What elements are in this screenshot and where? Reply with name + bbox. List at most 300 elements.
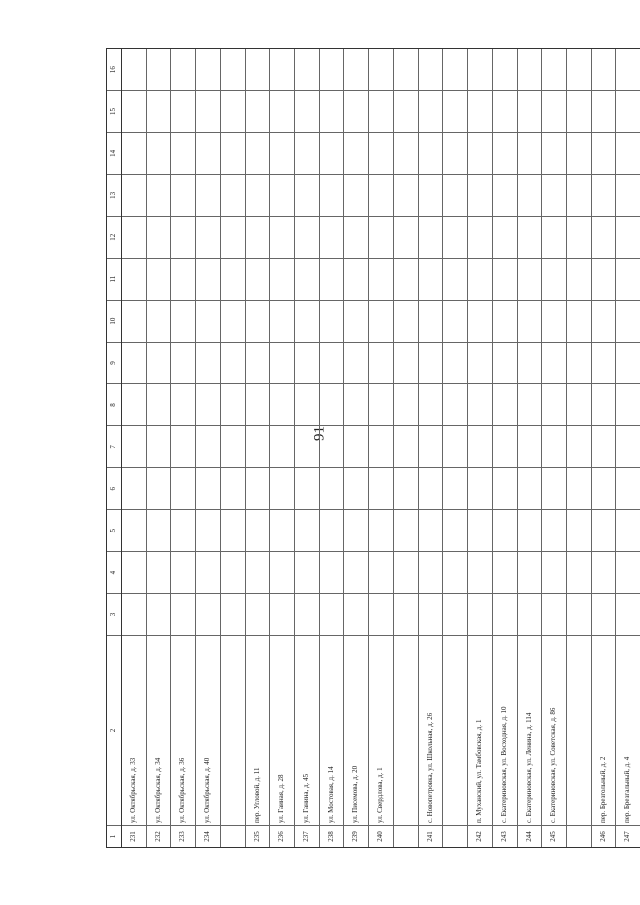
- table-row: [320, 49, 345, 847]
- row-number: 237: [295, 825, 319, 847]
- column-number: 12: [107, 216, 121, 258]
- value-cell: [196, 383, 220, 425]
- value-cell: [567, 509, 591, 551]
- value-cell: [542, 467, 566, 509]
- value-cell: [468, 593, 492, 635]
- column-number: 9: [107, 342, 121, 384]
- table-row: [419, 49, 444, 847]
- value-cell: [196, 90, 220, 132]
- row-number: [443, 825, 467, 847]
- value-cell: [518, 258, 542, 300]
- column-number: 6: [107, 467, 121, 509]
- row-number: 244: [518, 825, 542, 847]
- value-cell: [369, 258, 393, 300]
- value-cell: [567, 467, 591, 509]
- value-cell: [221, 258, 245, 300]
- value-cell: [122, 342, 146, 384]
- value-cell: [122, 174, 146, 216]
- value-cell: [270, 593, 294, 635]
- value-cell: [196, 258, 220, 300]
- value-cell: [196, 132, 220, 174]
- address-cell: [221, 635, 245, 825]
- column-number: 2: [107, 635, 121, 825]
- value-cell: [394, 467, 418, 509]
- value-cell: [468, 425, 492, 467]
- value-cell: [270, 467, 294, 509]
- table-row: [369, 49, 394, 847]
- value-cell: [419, 342, 443, 384]
- address-cell: ул. Писемова, д. 20: [344, 635, 368, 825]
- value-cell: [122, 593, 146, 635]
- value-cell: [567, 174, 591, 216]
- value-cell: [419, 90, 443, 132]
- table-row: [468, 49, 493, 847]
- value-cell: [147, 216, 171, 258]
- row-number: 243: [493, 825, 517, 847]
- value-cell: [567, 132, 591, 174]
- address-cell: ул. Ганина, д. 45: [295, 635, 319, 825]
- row-number: 240: [369, 825, 393, 847]
- address-cell: пер. Брезгольный, д. 2: [592, 635, 616, 825]
- value-cell: [443, 90, 467, 132]
- value-cell: [567, 90, 591, 132]
- value-cell: [147, 509, 171, 551]
- address-cell: пер. Брезгальный, д. 4: [616, 635, 640, 825]
- value-cell: [122, 467, 146, 509]
- row-number: 233: [171, 825, 195, 847]
- value-cell: [592, 300, 616, 342]
- value-cell: [320, 593, 344, 635]
- value-cell: [221, 467, 245, 509]
- value-cell: [320, 551, 344, 593]
- table-row: [518, 49, 543, 847]
- row-number: 232: [147, 825, 171, 847]
- value-cell: [221, 509, 245, 551]
- value-cell: [320, 258, 344, 300]
- row-number: 246: [592, 825, 616, 847]
- value-cell: [171, 132, 195, 174]
- value-cell: [419, 300, 443, 342]
- row-number: 241: [419, 825, 443, 847]
- value-cell: [122, 132, 146, 174]
- table-row: [493, 49, 518, 847]
- value-cell: [616, 90, 640, 132]
- page-number: 91: [311, 426, 328, 441]
- value-cell: [369, 90, 393, 132]
- table-row: [344, 49, 369, 847]
- row-number: 238: [320, 825, 344, 847]
- value-cell: [369, 174, 393, 216]
- value-cell: [443, 342, 467, 384]
- value-cell: [171, 383, 195, 425]
- address-cell: [567, 635, 591, 825]
- value-cell: [171, 49, 195, 90]
- value-cell: [567, 551, 591, 593]
- table-row: [567, 49, 592, 847]
- table-header: [107, 49, 122, 847]
- value-cell: [320, 383, 344, 425]
- column-number: 16: [109, 66, 118, 74]
- value-cell: [468, 383, 492, 425]
- value-cell: [394, 509, 418, 551]
- value-cell: [122, 551, 146, 593]
- value-cell: [394, 132, 418, 174]
- value-cell: [295, 300, 319, 342]
- value-cell: [616, 342, 640, 384]
- value-cell: [344, 342, 368, 384]
- value-cell: [394, 551, 418, 593]
- table-row: [443, 49, 468, 847]
- column-number: 14: [107, 132, 121, 174]
- value-cell: [171, 425, 195, 467]
- value-cell: [246, 425, 270, 467]
- value-cell: [567, 383, 591, 425]
- value-cell: [518, 467, 542, 509]
- address-cell: [394, 635, 418, 825]
- value-cell: [270, 49, 294, 90]
- value-cell: [493, 342, 517, 384]
- address-cell: ул. Октябрьская, д. 36: [171, 635, 195, 825]
- value-cell: [542, 593, 566, 635]
- value-cell: [295, 90, 319, 132]
- value-cell: [592, 132, 616, 174]
- address-cell: с. Екатериновская, ул. Советская, д. 86: [542, 635, 566, 825]
- value-cell: [270, 383, 294, 425]
- value-cell: [493, 551, 517, 593]
- value-cell: [320, 174, 344, 216]
- value-cell: [320, 132, 344, 174]
- value-cell: [246, 174, 270, 216]
- value-cell: [320, 300, 344, 342]
- value-cell: [147, 383, 171, 425]
- value-cell: [270, 132, 294, 174]
- value-cell: [592, 425, 616, 467]
- value-cell: [221, 593, 245, 635]
- value-cell: [616, 216, 640, 258]
- value-cell: [419, 551, 443, 593]
- value-cell: [147, 342, 171, 384]
- value-cell: [616, 383, 640, 425]
- value-cell: [493, 467, 517, 509]
- value-cell: [320, 216, 344, 258]
- value-cell: [221, 383, 245, 425]
- value-cell: [369, 509, 393, 551]
- value-cell: [344, 49, 368, 90]
- value-cell: [493, 174, 517, 216]
- value-cell: [246, 551, 270, 593]
- value-cell: [221, 300, 245, 342]
- value-cell: [246, 509, 270, 551]
- value-cell: [518, 551, 542, 593]
- value-cell: [320, 467, 344, 509]
- value-cell: [616, 258, 640, 300]
- table-row: [171, 49, 196, 847]
- value-cell: [369, 593, 393, 635]
- value-cell: [196, 551, 220, 593]
- value-cell: [246, 49, 270, 90]
- value-cell: [369, 216, 393, 258]
- address-cell: п. Муханский, ул. Тамбовская, д. 1: [468, 635, 492, 825]
- value-cell: [616, 132, 640, 174]
- value-cell: [542, 90, 566, 132]
- value-cell: [493, 425, 517, 467]
- value-cell: [270, 258, 294, 300]
- value-cell: [122, 383, 146, 425]
- value-cell: [567, 49, 591, 90]
- value-cell: [147, 174, 171, 216]
- value-cell: [468, 258, 492, 300]
- value-cell: [493, 132, 517, 174]
- column-number: 8: [107, 383, 121, 425]
- row-number: [221, 825, 245, 847]
- address-cell: [443, 635, 467, 825]
- value-cell: [616, 300, 640, 342]
- value-cell: [592, 342, 616, 384]
- value-cell: [443, 425, 467, 467]
- value-cell: [616, 593, 640, 635]
- value-cell: [443, 49, 467, 90]
- column-number: 7: [107, 425, 121, 467]
- value-cell: [122, 90, 146, 132]
- table-row: [592, 49, 617, 847]
- value-cell: [246, 467, 270, 509]
- value-cell: [344, 425, 368, 467]
- column-number: 5: [107, 509, 121, 551]
- value-cell: [616, 49, 640, 90]
- value-cell: [295, 383, 319, 425]
- table-row: [147, 49, 172, 847]
- value-cell: [542, 425, 566, 467]
- value-cell: [295, 174, 319, 216]
- value-cell: [246, 258, 270, 300]
- value-cell: [443, 551, 467, 593]
- value-cell: [369, 383, 393, 425]
- value-cell: [196, 342, 220, 384]
- value-cell: [295, 593, 319, 635]
- value-cell: [518, 216, 542, 258]
- value-cell: [493, 300, 517, 342]
- value-cell: [592, 258, 616, 300]
- table-row: [270, 49, 295, 847]
- value-cell: [542, 132, 566, 174]
- value-cell: [171, 509, 195, 551]
- value-cell: [270, 174, 294, 216]
- value-cell: [518, 425, 542, 467]
- value-cell: [443, 216, 467, 258]
- value-cell: [419, 174, 443, 216]
- value-cell: [122, 300, 146, 342]
- value-cell: [419, 509, 443, 551]
- address-cell: ул. Гаиная, д. 28: [270, 635, 294, 825]
- value-cell: [344, 551, 368, 593]
- value-cell: [616, 509, 640, 551]
- value-cell: [369, 551, 393, 593]
- value-cell: [369, 132, 393, 174]
- value-cell: [369, 425, 393, 467]
- column-number: 10: [107, 300, 121, 342]
- row-number: [394, 825, 418, 847]
- value-cell: [344, 593, 368, 635]
- value-cell: [443, 593, 467, 635]
- value-cell: [344, 509, 368, 551]
- table-area: [106, 48, 640, 848]
- value-cell: [122, 509, 146, 551]
- value-cell: [171, 593, 195, 635]
- value-cell: [616, 174, 640, 216]
- value-cell: [542, 258, 566, 300]
- value-cell: [394, 425, 418, 467]
- value-cell: [518, 174, 542, 216]
- value-cell: [468, 509, 492, 551]
- value-cell: [592, 383, 616, 425]
- value-cell: [419, 132, 443, 174]
- value-cell: [221, 90, 245, 132]
- value-cell: [394, 216, 418, 258]
- value-cell: [246, 593, 270, 635]
- value-cell: [344, 467, 368, 509]
- value-cell: [196, 174, 220, 216]
- value-cell: [196, 216, 220, 258]
- row-number: 245: [542, 825, 566, 847]
- value-cell: [542, 300, 566, 342]
- value-cell: [518, 383, 542, 425]
- value-cell: [468, 342, 492, 384]
- value-cell: [443, 509, 467, 551]
- value-cell: [221, 132, 245, 174]
- row-number: 242: [468, 825, 492, 847]
- value-cell: [147, 425, 171, 467]
- row-number: 247: [616, 825, 640, 847]
- value-cell: [443, 132, 467, 174]
- value-cell: [147, 551, 171, 593]
- value-cell: [369, 300, 393, 342]
- value-cell: [592, 593, 616, 635]
- value-cell: [616, 551, 640, 593]
- column-number: 4: [107, 551, 121, 593]
- value-cell: [468, 174, 492, 216]
- value-cell: [493, 383, 517, 425]
- row-number: 235: [246, 825, 270, 847]
- value-cell: [592, 509, 616, 551]
- value-cell: [295, 425, 319, 467]
- table-body: [122, 49, 640, 847]
- value-cell: [320, 342, 344, 384]
- value-cell: [419, 49, 443, 90]
- value-cell: [171, 551, 195, 593]
- value-cell: [270, 300, 294, 342]
- row-number: 231: [122, 825, 146, 847]
- value-cell: [344, 383, 368, 425]
- value-cell: [369, 467, 393, 509]
- value-cell: [443, 174, 467, 216]
- value-cell: [567, 425, 591, 467]
- data-table: [106, 48, 640, 848]
- value-cell: [295, 216, 319, 258]
- value-cell: [270, 551, 294, 593]
- value-cell: [394, 342, 418, 384]
- address-cell: ул. Октябрьская, д. 33: [122, 635, 146, 825]
- value-cell: [542, 551, 566, 593]
- value-cell: [122, 258, 146, 300]
- value-cell: [369, 49, 393, 90]
- value-cell: [518, 90, 542, 132]
- value-cell: [246, 300, 270, 342]
- value-cell: [196, 425, 220, 467]
- value-cell: [468, 132, 492, 174]
- value-cell: [221, 342, 245, 384]
- value-cell: [443, 467, 467, 509]
- value-cell: [493, 216, 517, 258]
- value-cell: [122, 425, 146, 467]
- value-cell: [419, 425, 443, 467]
- value-cell: [592, 90, 616, 132]
- column-number: 11: [107, 258, 121, 300]
- address-cell: с. Новопетровка, ул. Школьная, д. 26: [419, 635, 443, 825]
- value-cell: [221, 551, 245, 593]
- value-cell: [171, 467, 195, 509]
- value-cell: [468, 551, 492, 593]
- value-cell: [344, 90, 368, 132]
- value-cell: [567, 216, 591, 258]
- value-cell: [147, 132, 171, 174]
- value-cell: [443, 258, 467, 300]
- value-cell: [394, 258, 418, 300]
- address-cell: ул. Мостовая, д. 14: [320, 635, 344, 825]
- value-cell: [443, 300, 467, 342]
- value-cell: [320, 49, 344, 90]
- value-cell: [171, 216, 195, 258]
- row-number: 234: [196, 825, 220, 847]
- value-cell: [394, 174, 418, 216]
- value-cell: [592, 551, 616, 593]
- value-cell: [221, 174, 245, 216]
- value-cell: [295, 551, 319, 593]
- value-cell: [196, 467, 220, 509]
- value-cell: [518, 49, 542, 90]
- value-cell: [221, 49, 245, 90]
- value-cell: [567, 342, 591, 384]
- value-cell: [147, 90, 171, 132]
- value-cell: [147, 300, 171, 342]
- value-cell: [196, 593, 220, 635]
- value-cell: [468, 90, 492, 132]
- address-cell: ул. Октябрьская, д. 34: [147, 635, 171, 825]
- value-cell: [468, 49, 492, 90]
- value-cell: [344, 300, 368, 342]
- value-cell: [171, 300, 195, 342]
- table-row: [221, 49, 246, 847]
- value-cell: [567, 593, 591, 635]
- table-row: [196, 49, 221, 847]
- value-cell: [542, 383, 566, 425]
- value-cell: [295, 49, 319, 90]
- value-cell: [443, 383, 467, 425]
- value-cell: [221, 425, 245, 467]
- address-cell: с. Екатериновская, ул. Восходная, д. 10: [493, 635, 517, 825]
- value-cell: [567, 300, 591, 342]
- value-cell: [419, 593, 443, 635]
- value-cell: [147, 49, 171, 90]
- address-cell: пер. Угловой, д. 11: [246, 635, 270, 825]
- value-cell: [295, 509, 319, 551]
- value-cell: [270, 216, 294, 258]
- value-cell: [270, 90, 294, 132]
- value-cell: [468, 300, 492, 342]
- value-cell: [592, 467, 616, 509]
- value-cell: [246, 132, 270, 174]
- value-cell: [592, 174, 616, 216]
- value-cell: [196, 509, 220, 551]
